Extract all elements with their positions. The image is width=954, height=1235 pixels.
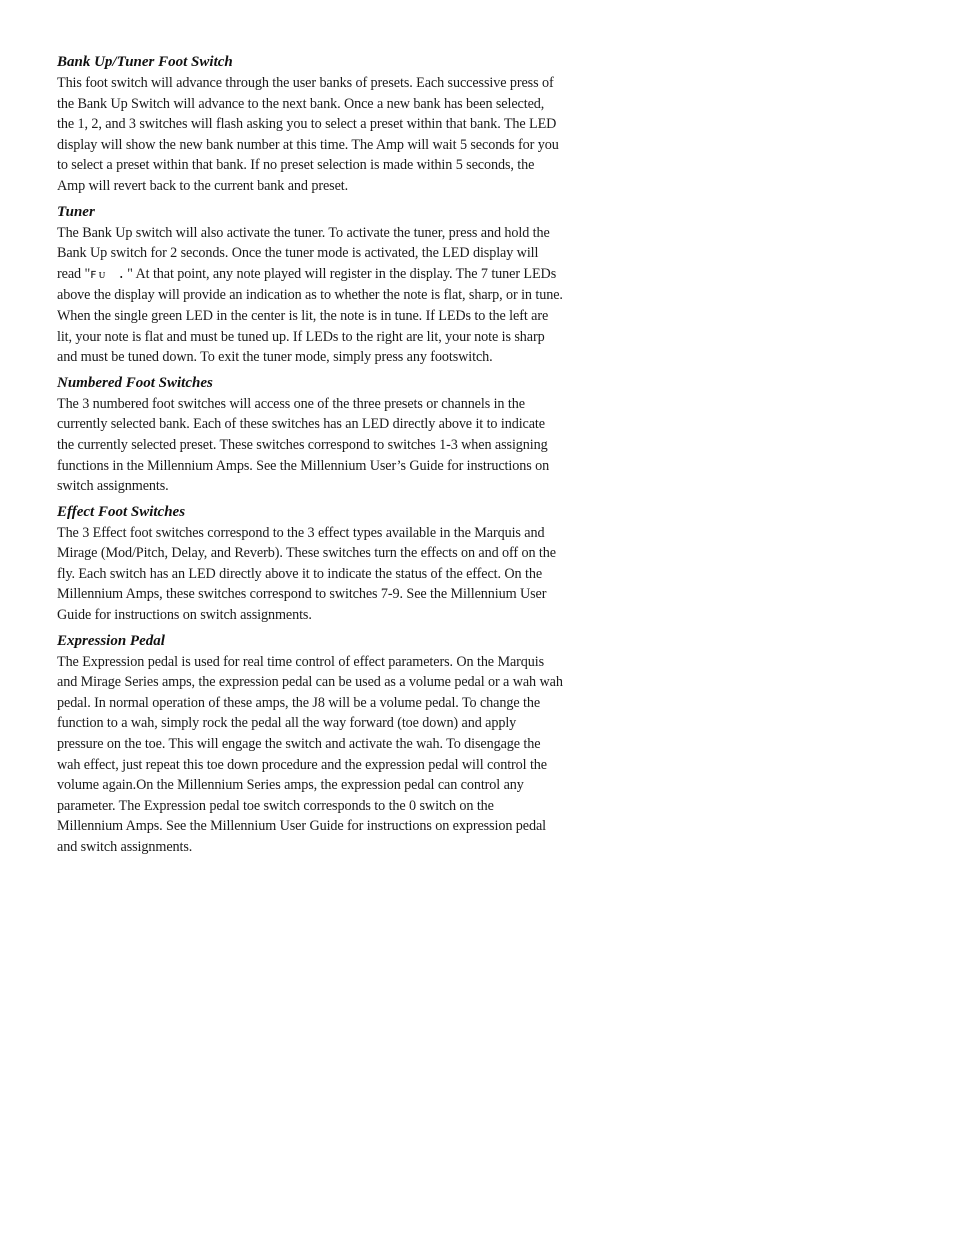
- section-effect-foot-switches: [57, 502, 563, 626]
- led-display-glyph: ꜰᴜ .: [90, 266, 128, 282]
- section-numbered-foot-switches: [57, 373, 563, 497]
- section-heading: Tuner: [57, 203, 95, 220]
- section-body: The Expression pedal is used for real time control of effect parameters. On the Marquis and Mirage Series amps, the expression pedal can be used as a volume pedal or a wah wah pedal. In normal operation of these amps, the J8 will be a volume pedal. To change the function to a wah, simply rock the pedal all the way forward (toe down) and apply pressure on the toe. This will engage the switch and activate the wah. To disengage the wah effect, just repeat this toe down procedure and the expression pedal will control the volume again.On the Millennium Series amps, the expression pedal can control any parameter. The Expression pedal toe switch corresponds to the 0 switch on the Millennium Amps. See the Millennium User Guide for instructions on expression pedal and switch assignments.: [57, 653, 563, 855]
- section-tuner: [57, 202, 563, 368]
- body-text-after-display: " At that point, any note played will register in the display. The 7 tuner LEDs above the display will provide an indication as to whether the note is flat, sharp, or in tune. When the single green LED in the center is lit, the note is in tune. If LEDs to the left are lit, your note is flat and must be tuned up. If LEDs to the right are lit, your note is sharp and must be tuned down. To exit the tuner mode, simply press any footswitch.: [57, 265, 563, 366]
- body-text-before-display: The Bank Up switch will also activate the tuner. To activate the tuner, press and hold the Bank Up switch for 2 seconds. Once the tuner mode is activated, the LED display will read ": [57, 224, 550, 282]
- section-heading: Expression Pedal: [57, 632, 165, 649]
- document-page: [57, 52, 563, 858]
- section-heading: Effect Foot Switches: [57, 503, 186, 520]
- section-body: The 3 Effect foot switches correspond to the 3 effect types available in the Marquis and Mirage (Mod/Pitch, Delay, and Reverb). These switches turn the effects on and off on the fly. Each switch has an LED directly above it to indicate the status of the effect. On the Millennium Amps, these switches correspond to switches 7-9. See the Millennium User Guide for instructions on switch assignments.: [57, 524, 556, 624]
- section-bank-up-tuner-foot-switch: [57, 52, 563, 197]
- section-heading: Bank Up/Tuner Foot Switch: [57, 54, 233, 70]
- section-body: The 3 numbered foot switches will access one of the three presets or channels in the currently selected bank. Each of these switches has an LED directly above it to indicate the currently selected preset. These switches correspond to switches 1-3 when assigning functions in the Millennium Amps. See the Millennium User’s Guide for instructions on switch assignments.: [57, 395, 550, 495]
- section-body: This foot switch will advance through the user banks of presets. Each successive press of the Bank Up Switch will advance to the next bank. Once a new bank has been selected, the 1, 2, and 3 switches will flash asking you to select a preset within that bank. The LED display will show the new bank number at this time. The Amp will wait 5 seconds for you to select a preset within that bank. If no preset selection is made within 5 seconds, the Amp will revert back to the current bank and preset.: [57, 75, 559, 194]
- section-expression-pedal: [57, 631, 563, 858]
- section-body: [57, 223, 563, 368]
- section-heading: Numbered Foot Switches: [57, 374, 213, 391]
